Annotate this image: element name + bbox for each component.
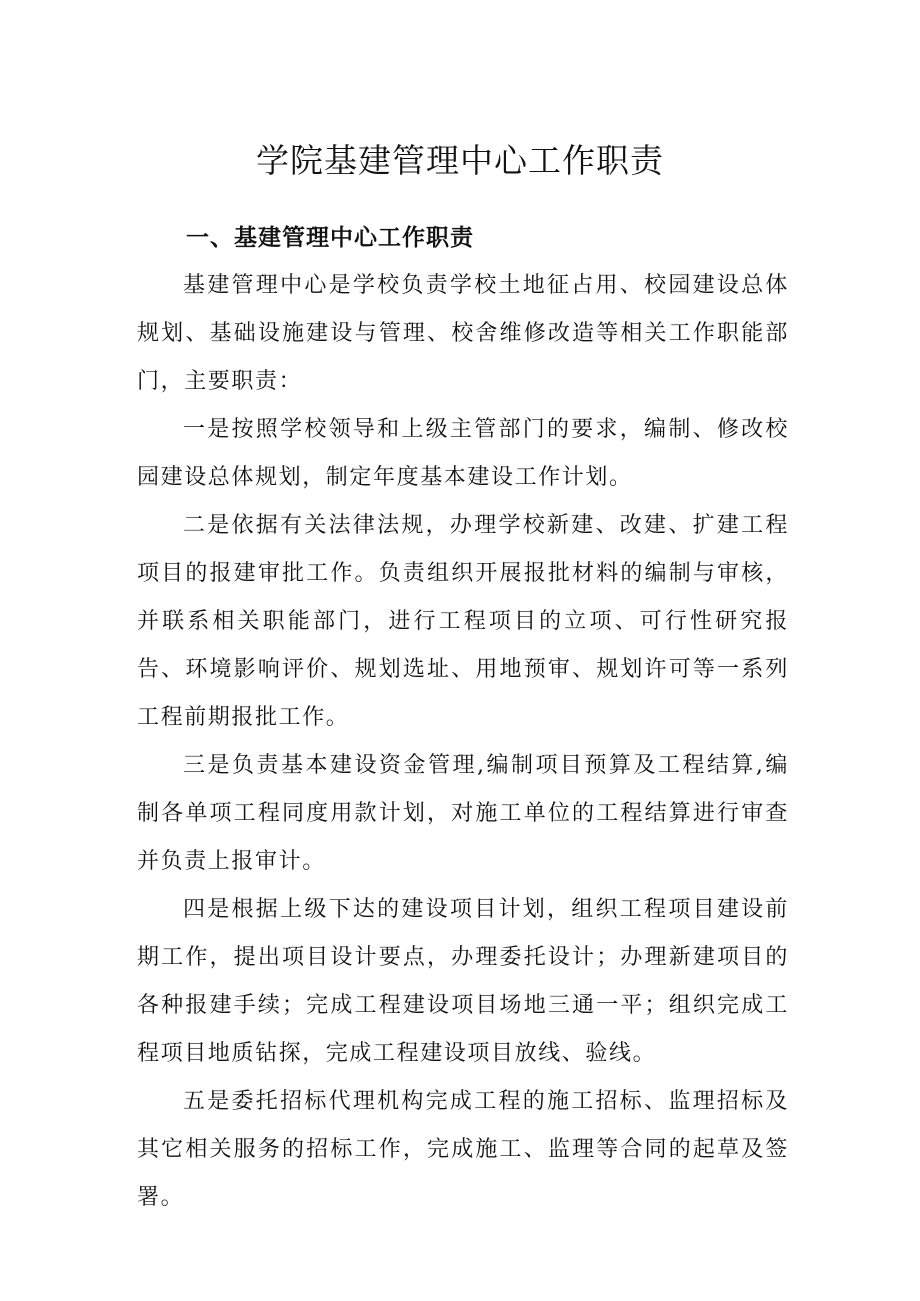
paragraph-duty-1: 一是按照学校领导和上级主管部门的要求，编制、修改校园建设总体规划，制定年度基本建设工作计划。 — [137, 417, 789, 490]
paragraph-duty-3: 三是负责基本建设资金管理,编制项目预算及工程结算,编制各单项工程同度用款计划，对施工单位的工程结算进行审查并负责上报审计。 — [137, 753, 789, 874]
document-body — [137, 262, 789, 1222]
section-heading: 一、基建管理中心工作职责 — [186, 225, 474, 251]
paragraph-intro: 基建管理中心是学校负责学校土地征占用、校园建设总体规划、基础设施建设与管理、校舍维修改造等相关工作职能部门，主要职责： — [137, 273, 789, 394]
document-title: 学院基建管理中心工作职责 — [256, 141, 664, 180]
paragraph-duty-4: 四是根据上级下达的建设项目计划，组织工程项目建设前期工作，提出项目设计要点，办理委托设计；办理新建项目的各种报建手续；完成工程建设项目场地三通一平；组织完成工程项目地质钻探，完成工程建设项目放线、验线。 — [137, 897, 789, 1066]
paragraph-duty-2: 二是依据有关法律法规，办理学校新建、改建、扩建工程项目的报建审批工作。负责组织开展报批材料的编制与审核，并联系相关职能部门，进行工程项目的立项、可行性研究报告、环境影响评价、规划选址、用地预审、规划许可等一系列工程前期报批工作。 — [137, 513, 789, 730]
paragraph-duty-5: 五是委托招标代理机构完成工程的施工招标、监理招标及其它相关服务的招标工作，完成施工、监理等合同的起草及签署。 — [137, 1089, 789, 1210]
